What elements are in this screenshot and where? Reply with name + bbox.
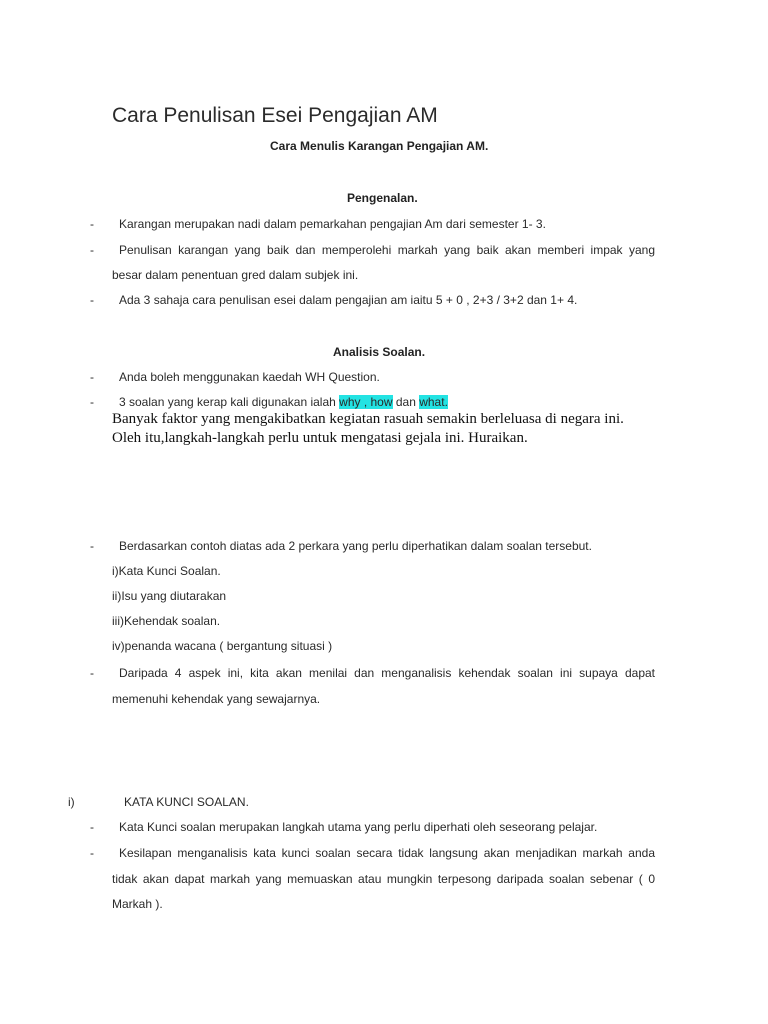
bullet-dash: - — [90, 539, 94, 553]
analisis-item-2-mid: dan — [392, 395, 420, 409]
section-item-2-cont: tidak akan dapat markah yang memuaskan atau mungkin terpesong daripada soalan sebenar ( 0 — [112, 872, 655, 886]
example-question-line-2: Oleh itu,langkah-langkah perlu untuk mengatasi gejala ini. Huraikan. — [112, 430, 528, 446]
sub-item-4: iv)penanda wacana ( bergantung situasi ) — [112, 639, 333, 653]
bullet-dash: - — [90, 846, 94, 860]
pengenalan-item-2-cont: besar dalam penentuan gred dalam subjek ini. — [112, 268, 359, 282]
bullet-dash: - — [90, 370, 94, 384]
pengenalan-item-3: Ada 3 sahaja cara penulisan esei dalam pengajian am iaitu 5 + 0 , 2+3 / 3+2 dan 1+ 4. — [119, 293, 578, 307]
bullet-dash: - — [90, 293, 94, 307]
analisis-item-3: Berdasarkan contoh diatas ada 2 perkara yang perlu diperhatikan dalam soalan tersebut. — [119, 539, 592, 553]
analisis-item-1: Anda boleh menggunakan kaedah WH Question. — [119, 370, 380, 384]
sub-item-1: i)Kata Kunci Soalan. — [112, 564, 221, 578]
heading-analisis: Analisis Soalan. — [333, 345, 426, 359]
example-question-line-1: Banyak faktor yang mengakibatkan kegiatan rasuah semakin berleluasa di negara ini. — [112, 411, 624, 427]
sub-item-3: iii)Kehendak soalan. — [112, 614, 221, 628]
document-subtitle: Cara Menulis Karangan Pengajian AM. — [270, 139, 489, 153]
bullet-dash: - — [90, 666, 94, 680]
section-item-2: Kesilapan menganalisis kata kunci soalan secara tidak langsung akan menjadikan markah anda — [119, 846, 655, 860]
section-item-1: Kata Kunci soalan merupakan langkah utama yang perlu diperhati oleh seseorang pelajar. — [119, 820, 598, 834]
pengenalan-item-1: Karangan merupakan nadi dalam pemarkahan pengajian Am dari semester 1- 3. — [119, 217, 546, 231]
analisis-item-2 — [119, 395, 448, 409]
highlight-what: what. — [419, 395, 448, 409]
heading-pengenalan: Pengenalan. — [347, 191, 418, 205]
section-number: i) — [68, 795, 75, 809]
highlight-why-how: why , how — [339, 395, 393, 409]
analisis-item-4-cont: memenuhi kehendak yang sewajarnya. — [112, 692, 321, 706]
sub-item-2: ii)Isu yang diutarakan — [112, 589, 227, 603]
document-title: Cara Penulisan Esei Pengajian AM — [112, 104, 438, 127]
bullet-dash: - — [90, 217, 94, 231]
bullet-dash: - — [90, 243, 94, 257]
analisis-item-4: Daripada 4 aspek ini, kita akan menilai dan menganalisis kehendak soalan ini supaya dapat — [119, 666, 655, 680]
section-item-2-end: Markah ). — [112, 897, 163, 911]
pengenalan-item-2: Penulisan karangan yang baik dan memperolehi markah yang baik akan memberi impak yang — [119, 243, 655, 257]
bullet-dash: - — [90, 820, 94, 834]
analisis-item-2-text: 3 soalan yang kerap kali digunakan ialah — [119, 395, 340, 409]
bullet-dash: - — [90, 395, 94, 409]
section-heading: KATA KUNCI SOALAN. — [124, 795, 249, 809]
